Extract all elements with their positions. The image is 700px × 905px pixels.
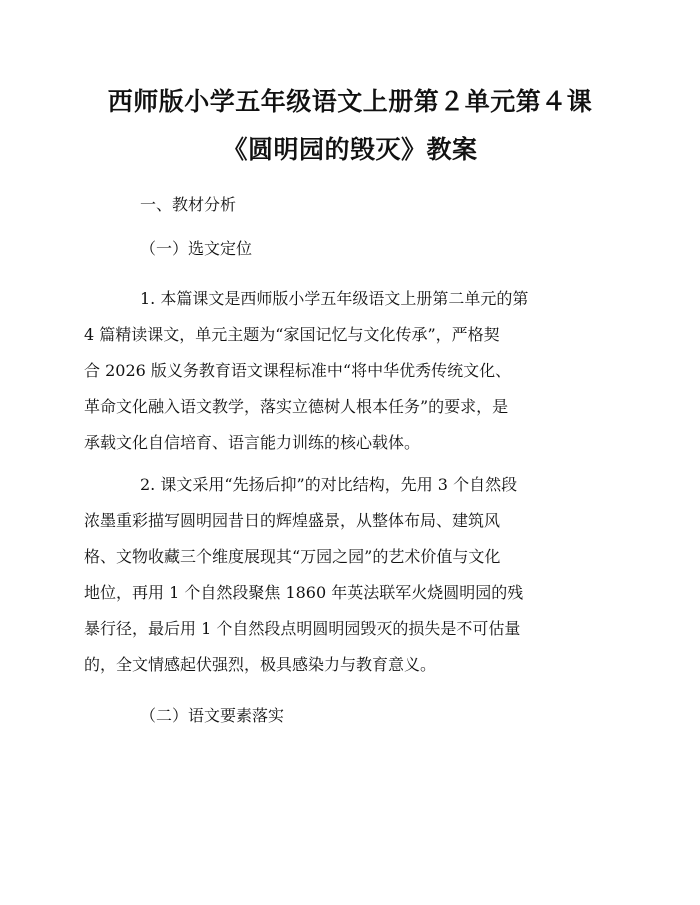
paragraph-1 xyxy=(84,287,604,467)
paragraph-1-line-1: 1. 本篇课文是西师版小学五年级语文上册第二单元的第 xyxy=(140,289,529,308)
paragraph-2-line-2: 浓墨重彩描写圆明园昔日的辉煌盛景，从整体布局、建筑风 xyxy=(84,511,501,530)
document-title-line-2: 《圆明园的毁灭》教案 xyxy=(222,135,478,164)
paragraph-2-line-3: 格、文物收藏三个维度展现其“万园之园”的艺术价值与文化 xyxy=(84,547,501,566)
section-heading-teaching-material-analysis: 一、教材分析 xyxy=(140,195,237,214)
subsection-heading-chinese-element-implementation: （二）语文要素落实 xyxy=(140,706,285,725)
paragraph-1-line-3: 合 2026 版义务教育语文课程标准中“将中华优秀传统文化、 xyxy=(84,361,512,380)
paragraph-1-line-2: 4 篇精读课文，单元主题为“家国记忆与文化传承”，严格契 xyxy=(84,325,500,344)
subsection-heading-text-positioning: （一）选文定位 xyxy=(140,239,253,258)
paragraph-1-line-5: 承载文化自信培育、语言能力训练的核心载体。 xyxy=(84,433,421,452)
paragraph-2-line-6: 的，全文情感起伏强烈，极具感染力与教育意义。 xyxy=(84,655,437,674)
paragraph-2-line-1: 2. 课文采用“先扬后抑”的对比结构，先用 3 个自然段 xyxy=(140,475,518,494)
document-title-line-1: 西师版小学五年级语文上册第２单元第４课 xyxy=(107,87,593,116)
paragraph-1-line-4: 革命文化融入语文教学，落实立德树人根本任务”的要求，是 xyxy=(84,397,509,416)
paragraph-2-line-5: 暴行径，最后用 1 个自然段点明圆明园毁灭的损失是不可估量 xyxy=(84,619,521,638)
paragraph-2 xyxy=(84,473,604,689)
paragraph-2-line-4: 地位，再用 1 个自然段聚焦 1860 年英法联军火烧圆明园的残 xyxy=(84,583,524,602)
